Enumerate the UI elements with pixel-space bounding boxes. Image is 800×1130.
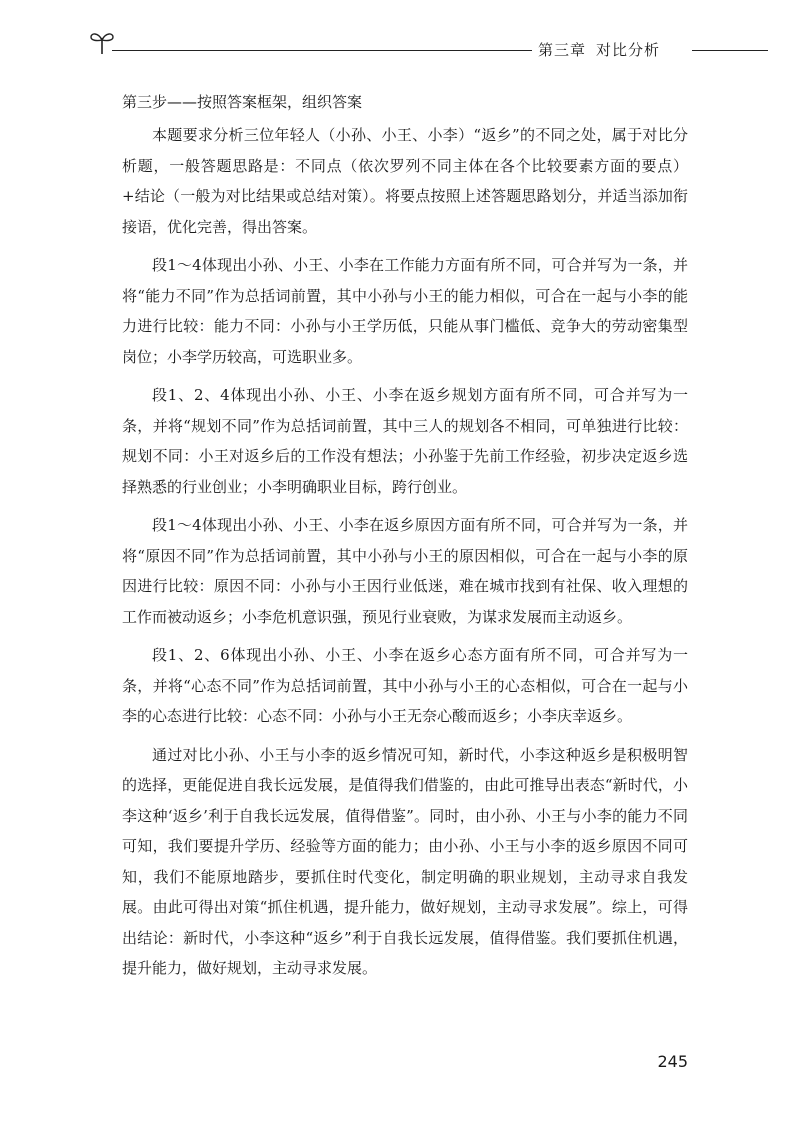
paragraph-plan: 段1、2、4体现出小孙、小王、小李在返乡规划方面有所不同，可合并写为一条，并将“规划不同”作为总括词前置，其中三人的规划各不相同，可单独进行比较：规划不同：小王对返乡后的工作没有想法；小孙鉴于先前工作经验，初步决定返乡选择熟悉的行业创业；小李明确职业目标，跨行创业。 xyxy=(122,386,688,496)
chapter-section: 对比分析 xyxy=(596,41,661,59)
paragraph-intro: 本题要求分析三位年轻人（小孙、小王、小李）“返乡”的不同之处，属于对比分析题，一般答题思路是：不同点（依次罗列不同主体在各个比较要素方面的要点）+结论（一般为对比结果或总结对策）。将要点按照上述答题思路划分，并适当添加衔接语，优化完善，得出答案。 xyxy=(122,126,688,236)
chapter-number: 第三章 xyxy=(538,41,587,59)
header-rule-right xyxy=(692,50,768,51)
paragraph-conclusion: 通过对比小孙、小王与小李的返乡情况可知，新时代，小李这种返乡是积极明智的选择，更能促进自我长远发展，是值得我们借鉴的，由此可推导出表态“新时代，小李这种‘返乡’利于自我长远发展，值得借鉴”。同时，由小孙、小王与小李的能力不同可知，我们要提升学历、经验等方面的能力；由小孙、小王与小李的返乡原因不同可知，我们不能原地踏步，要抓住时代变化，制定明确的职业规划，主动寻求自我发展。由此可得出对策“抓住机遇，提升能力，做好规划，主动寻求发展”。综上，可得出结论：新时代，小李这种“返乡”利于自我长远发展，值得借鉴。我们要抓住机遇，提升能力，做好规划，主动寻求发展。 xyxy=(122,745,688,977)
paragraph-ability: 段1～4体现出小孙、小王、小李在工作能力方面有所不同，可合并写为一条，并将“能力不同”作为总括词前置，其中小孙与小王的能力相似，可合在一起与小李的能力进行比较：能力不同：小孙与小王学历低，只能从事门槛低、竞争大的劳动密集型岗位；小李学历较高，可选职业多。 xyxy=(122,256,688,366)
sprout-icon xyxy=(88,28,116,56)
running-header xyxy=(88,28,768,68)
header-rule-left xyxy=(112,50,532,51)
page-number: 245 xyxy=(657,1052,688,1071)
page-body xyxy=(122,92,688,992)
paragraph-reason: 段1～4体现出小孙、小王、小李在返乡原因方面有所不同，可合并写为一条，并将“原因不同”作为总括词前置，其中小孙与小王的原因相似，可合在一起与小李的原因进行比较：原因不同：小孙与小王因行业低迷，难在城市找到有社保、收入理想的工作而被动返乡；小李危机意识强，预见行业衰败，为谋求发展而主动返乡。 xyxy=(122,516,688,626)
paragraph-mindset: 段1、2、6体现出小孙、小王、小李在返乡心态方面有所不同，可合并写为一条，并将“心态不同”作为总括词前置，其中小孙与小王的心态相似，可合在一起与小李的心态进行比较：心态不同：小孙与小王无奈心酸而返乡；小李庆幸返乡。 xyxy=(122,646,688,725)
chapter-title xyxy=(538,39,660,60)
step-heading: 第三步——按照答案框架，组织答案 xyxy=(122,93,363,111)
